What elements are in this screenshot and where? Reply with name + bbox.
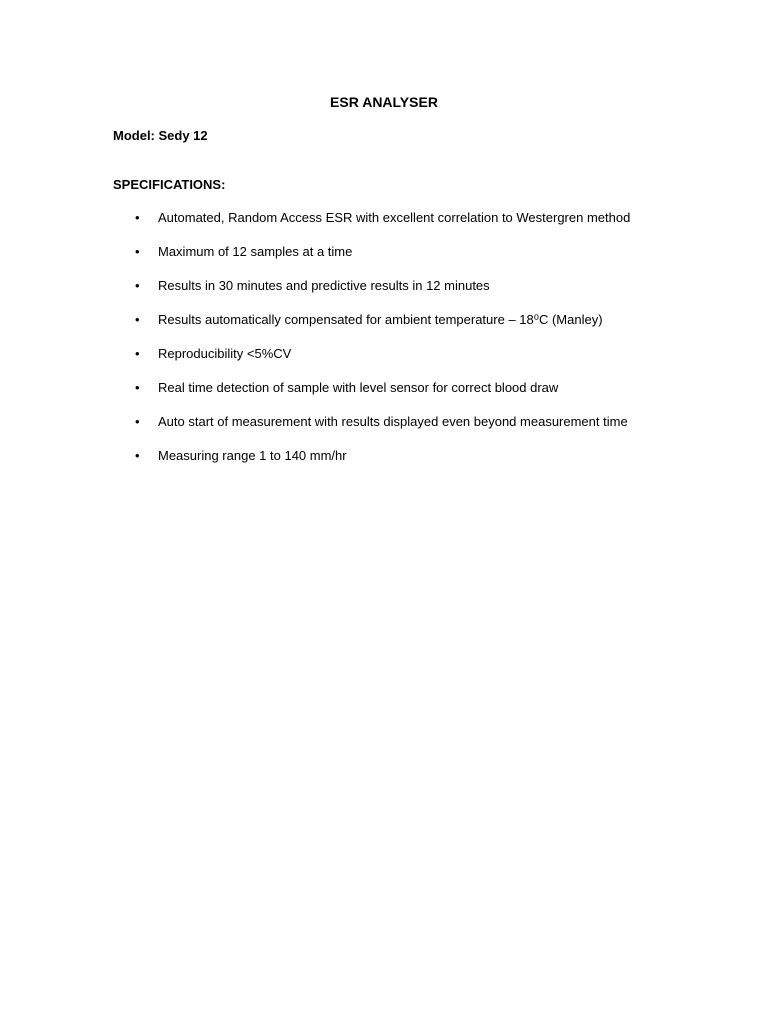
spec-item	[113, 414, 643, 430]
spec-text: Results in 30 minutes and predictive results in 12 minutes	[158, 278, 490, 293]
spec-item	[113, 210, 643, 226]
model-line: Model: Sedy 12	[113, 128, 208, 143]
spec-text: Maximum of 12 samples at a time	[158, 244, 353, 259]
spec-text: Auto start of measurement with results displayed even beyond measurement time	[158, 414, 628, 429]
bullet-icon: •	[135, 346, 140, 361]
bullet-icon: •	[135, 210, 140, 225]
bullet-icon: •	[135, 414, 140, 429]
spec-item	[113, 244, 643, 260]
spec-item	[113, 346, 643, 362]
bullet-icon: •	[135, 380, 140, 395]
spec-item	[113, 448, 643, 464]
specifications-heading: SPECIFICATIONS:	[113, 177, 226, 192]
document-title: ESR ANALYSER	[330, 94, 438, 110]
spec-text: Reproducibility <5%CV	[158, 346, 292, 361]
bullet-icon: •	[135, 278, 140, 293]
bullet-icon: •	[135, 312, 140, 327]
spec-text: Automated, Random Access ESR with excellent correlation to Westergren method	[158, 210, 631, 225]
spec-item	[113, 312, 643, 328]
spec-item	[113, 278, 643, 294]
spec-text: Measuring range 1 to 140 mm/hr	[158, 448, 347, 463]
bullet-icon: •	[135, 244, 140, 259]
spec-text: Results automatically compensated for ambient temperature – 18⁰C (Manley)	[158, 312, 603, 327]
spec-text: Real time detection of sample with level sensor for correct blood draw	[158, 380, 559, 395]
spec-item	[113, 380, 643, 396]
specifications-list	[113, 210, 643, 482]
bullet-icon: •	[135, 448, 140, 463]
